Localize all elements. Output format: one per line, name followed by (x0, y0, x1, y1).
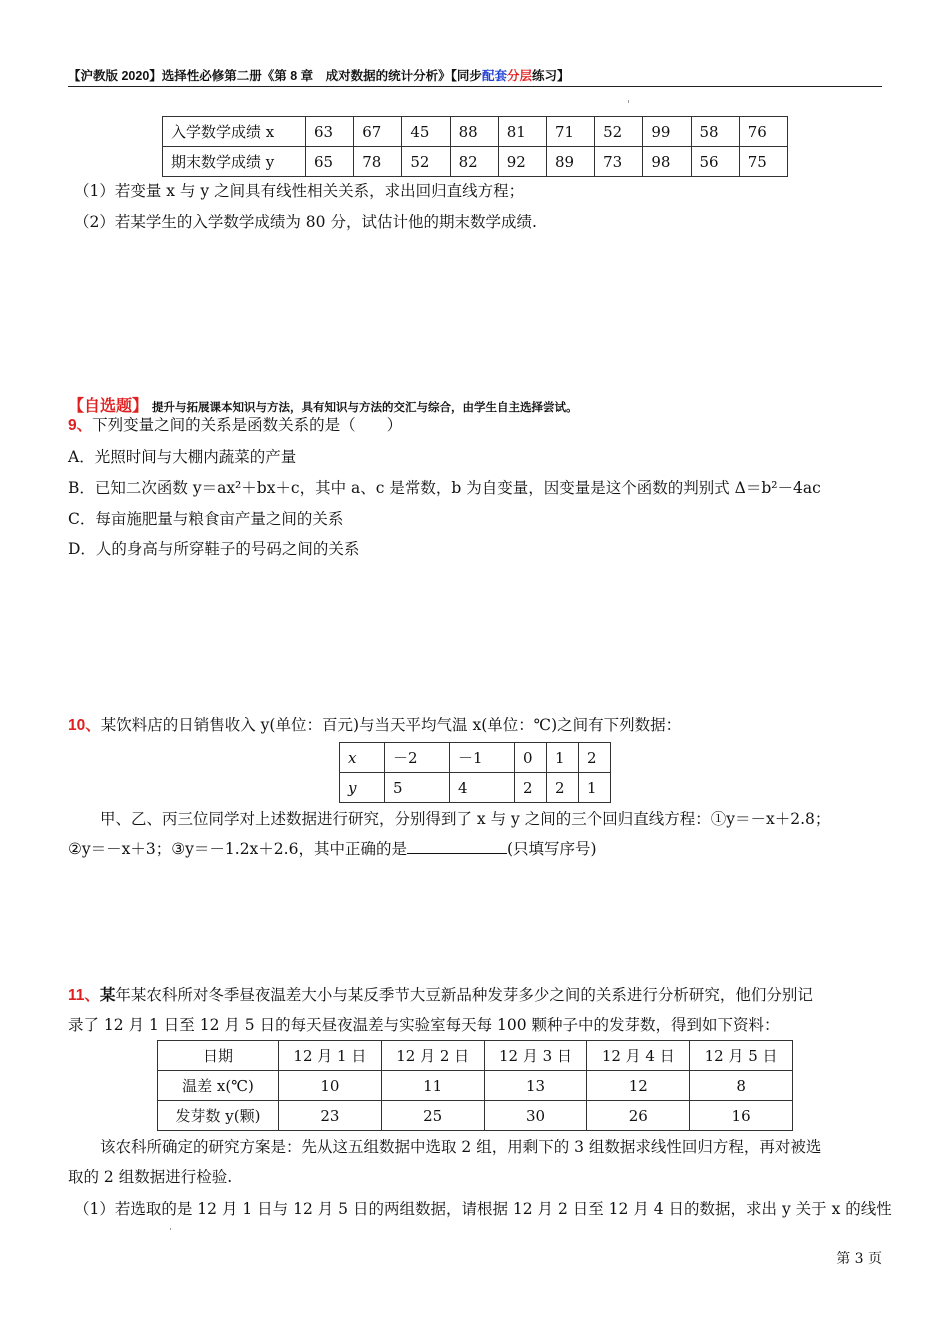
table-row (158, 1101, 793, 1131)
table-cell: 2 (515, 773, 547, 803)
table-cell: －2 (385, 743, 450, 773)
q9-option-a: A．光照时间与大棚内蔬菜的产量 (68, 448, 297, 466)
scan-mark (170, 1228, 171, 1230)
row-label: x (340, 743, 385, 773)
table-cell: 78 (354, 147, 402, 177)
table-cell: 10 (279, 1071, 382, 1101)
table-cell: 63 (306, 117, 354, 147)
header-rule (68, 86, 882, 87)
table-cell: 73 (595, 147, 643, 177)
table-cell: 92 (498, 147, 546, 177)
table-cell: 76 (739, 117, 787, 147)
table-cell: 89 (546, 147, 594, 177)
table-cell: 2 (579, 743, 611, 773)
table-cell: 2 (547, 773, 579, 803)
table-cell: 30 (484, 1101, 587, 1131)
page-number: 第 3 页 (836, 1251, 882, 1267)
self-select-label: 【自选题】 (68, 398, 149, 415)
row-label: 期末数学成绩 y (163, 147, 306, 177)
table-cell: 58 (691, 117, 739, 147)
table-header-cell: 日期 (158, 1041, 279, 1071)
table-header-cell: 12 月 1 日 (279, 1041, 382, 1071)
table-cell: 13 (484, 1071, 587, 1101)
table-cell: 11 (381, 1071, 484, 1101)
q11-part1: （1）若选取的是 12 月 1 日与 12 月 5 日的两组数据，请根据 12 月 2 日至 12 月 4 日的数据，求出 y 关于 x 的线性 (74, 1200, 892, 1218)
scan-mark (628, 100, 629, 103)
table-cell: 88 (450, 117, 498, 147)
table-header-cell: 12 月 4 日 (587, 1041, 690, 1071)
score-table (162, 116, 788, 177)
table-cell: 1 (547, 743, 579, 773)
table-cell: 56 (691, 147, 739, 177)
table-cell: 0 (515, 743, 547, 773)
table-cell: 16 (690, 1101, 793, 1131)
table-cell: 99 (643, 117, 691, 147)
table-row (158, 1071, 793, 1101)
table-row (163, 117, 788, 147)
table-row (158, 1041, 793, 1071)
table-cell: 4 (450, 773, 515, 803)
table-cell: －1 (450, 743, 515, 773)
table-cell: 45 (402, 117, 450, 147)
q10-line2: ②y＝－x＋3；③y＝－1.2x＋2.6，其中正确的是 (只填写序号) (68, 837, 597, 860)
temperature-sales-table (339, 742, 611, 803)
table-cell: 71 (546, 117, 594, 147)
table-header-cell: 12 月 2 日 (381, 1041, 484, 1071)
table-cell: 5 (385, 773, 450, 803)
q10-stem: 10、某饮料店的日销售收入 y(单位：百元)与当天平均气温 x(单位：℃)之间有下列数据： (68, 716, 682, 734)
table-cell: 26 (587, 1101, 690, 1131)
table-cell: 12 (587, 1071, 690, 1101)
table-cell: 52 (595, 117, 643, 147)
self-select-desc: 提升与拓展课本知识与方法，具有知识与方法的交汇与综合，由学生自主选择尝试。 (152, 402, 578, 414)
table-cell: 23 (279, 1101, 382, 1131)
answer-blank[interactable] (407, 837, 507, 854)
q8-part2: （2）若某学生的入学数学成绩为 80 分，试估计他的期末数学成绩. (74, 213, 537, 231)
table-cell: 82 (450, 147, 498, 177)
table-header-cell: 12 月 3 日 (484, 1041, 587, 1071)
table-cell: 67 (354, 117, 402, 147)
q10-line1: 甲、乙、丙三位同学对上述数据进行研究，分别得到了 x 与 y 之间的三个回归直线方程：①y＝－x＋2.8； (100, 810, 831, 828)
self-select-banner (68, 393, 578, 416)
q9-option-d: D．人的身高与所穿鞋子的号码之间的关系 (68, 540, 360, 558)
table-cell: 8 (690, 1071, 793, 1101)
q8-part1: （1）若变量 x 与 y 之间具有线性相关关系，求出回归直线方程； (74, 182, 525, 200)
table-cell: 75 (739, 147, 787, 177)
q11-plan1: 该农科所确定的研究方案是：先从这五组数据中选取 2 组，用剩下的 3 组数据求线性回归方程，再对被选 (100, 1138, 822, 1156)
row-label: 发芽数 y(颗) (158, 1101, 279, 1131)
table-cell: 65 (306, 147, 354, 177)
table-cell: 1 (579, 773, 611, 803)
question-number: 10、 (68, 717, 101, 734)
row-label: y (340, 773, 385, 803)
q9-stem: 9、下列变量之间的关系是函数关系的是（ ） (68, 416, 403, 434)
question-number: 11、 (68, 987, 100, 1004)
table-cell: 81 (498, 117, 546, 147)
q11-stem2: 录了 12 月 1 日至 12 月 5 日的每天昼夜温差与实验室每天每 100 颗种子中的发芽数，得到如下资料： (68, 1016, 780, 1034)
table-row (163, 147, 788, 177)
q9-option-c: C．每亩施肥量与粮食亩产量之间的关系 (68, 510, 344, 528)
q11-plan2: 取的 2 组数据进行检验. (68, 1168, 233, 1186)
table-cell: 25 (381, 1101, 484, 1131)
q11-stem1: 11、某年某农科所对冬季昼夜温差大小与某反季节大豆新品种发芽多少之间的关系进行分析研究，他们分别记 (68, 985, 813, 1004)
row-label: 温差 x(℃) (158, 1071, 279, 1101)
table-row (340, 743, 611, 773)
page-header: 【沪教版 2020】选择性必修第二册《第 8 章 成对数据的统计分析》【同步配套分层练习】 (68, 69, 570, 83)
question-number: 9、 (68, 417, 93, 434)
germination-table (157, 1040, 793, 1131)
q9-option-b: B．已知二次函数 y＝ax²＋bx＋c，其中 a、c 是常数，b 为自变量，因变量是这个函数的判别式 Δ＝b²－4ac (68, 479, 821, 497)
table-cell: 52 (402, 147, 450, 177)
table-row (340, 773, 611, 803)
table-header-cell: 12 月 5 日 (690, 1041, 793, 1071)
table-cell: 98 (643, 147, 691, 177)
row-label: 入学数学成绩 x (163, 117, 306, 147)
